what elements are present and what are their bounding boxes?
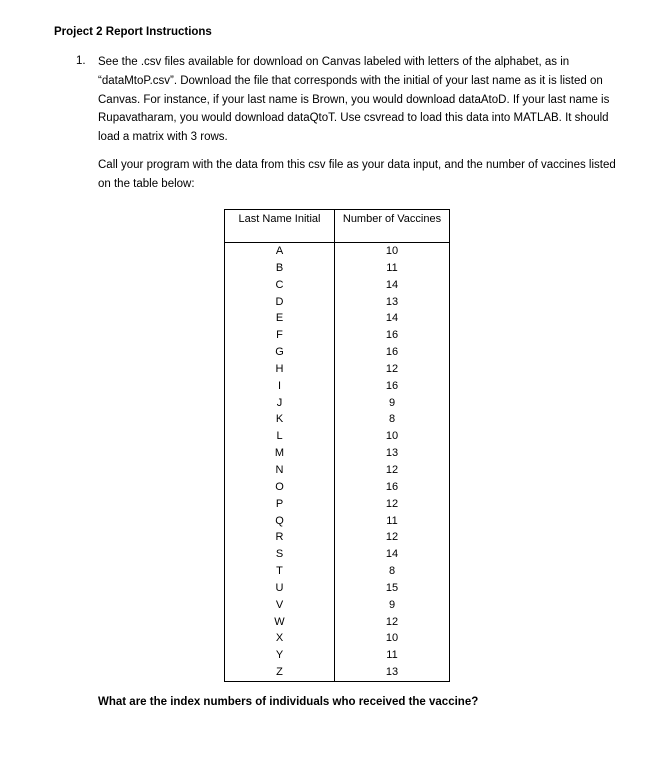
table-cell-vaccines: 9 xyxy=(388,598,396,611)
table-cell-vaccines: 16 xyxy=(385,346,399,359)
table-cell-vaccines: 10 xyxy=(385,632,399,645)
table-cell-vaccines: 12 xyxy=(385,362,399,375)
table-cell-initial: C xyxy=(275,278,284,291)
table-body-row xyxy=(225,243,450,682)
table-cell-vaccines: 8 xyxy=(388,565,396,578)
question-text: What are the index numbers of individuals who received the vaccine? xyxy=(98,696,479,708)
table-cell-initial: E xyxy=(275,312,284,325)
table-cell-initial: J xyxy=(276,396,283,409)
table-cell-vaccines: 12 xyxy=(385,463,399,476)
table-cell-vaccines: 14 xyxy=(385,312,399,325)
page-title: Project 2 Report Instructions xyxy=(54,26,212,38)
table-cell-vaccines: 16 xyxy=(385,480,399,493)
table-cell-initial: P xyxy=(275,497,284,510)
table-cell-initial: W xyxy=(274,615,285,628)
call-program-paragraph: Call your program with the data from this csv file as your data input, and the number of vaccines listed on the table below: xyxy=(98,159,616,190)
header-number-of-vaccines: Number of Vaccines xyxy=(335,210,450,243)
table-cell-initial: I xyxy=(277,379,282,392)
table-cell-vaccines: 14 xyxy=(385,548,399,561)
table-cell-initial: Z xyxy=(276,666,283,679)
table-cell-vaccines: 15 xyxy=(385,581,399,594)
table-cell-vaccines: 10 xyxy=(385,430,399,443)
list-item-number: 1. xyxy=(76,55,86,67)
table-cell-vaccines: 16 xyxy=(385,379,399,392)
table-cell-vaccines: 13 xyxy=(385,295,399,308)
table-cell-vaccines: 8 xyxy=(388,413,396,426)
table-cell-vaccines: 10 xyxy=(385,245,399,257)
table-cell-initial: D xyxy=(275,295,284,308)
table-cell-vaccines: 12 xyxy=(385,531,399,544)
table-cell-vaccines: 13 xyxy=(385,447,399,460)
table-cell-initial: Q xyxy=(275,514,284,527)
table-cell-vaccines: 11 xyxy=(386,649,398,662)
table-cell-initial: F xyxy=(276,329,283,342)
header-last-name-initial: Last Name Initial xyxy=(225,210,335,243)
table-cell-initial: O xyxy=(275,480,284,493)
initials-column xyxy=(225,243,335,682)
table-cell-initial: L xyxy=(276,430,283,443)
table-cell-vaccines: 12 xyxy=(385,615,399,628)
table-cell-initial: R xyxy=(275,531,284,544)
table-cell-initial: T xyxy=(276,565,283,578)
table-cell-initial: V xyxy=(275,598,284,611)
table-cell-initial: B xyxy=(275,261,284,274)
table-cell-initial: X xyxy=(275,632,284,645)
table-cell-vaccines: 9 xyxy=(388,396,396,409)
table-cell-initial: U xyxy=(275,581,284,594)
table-cell-initial: K xyxy=(275,413,284,426)
table-cell-vaccines: 13 xyxy=(385,666,399,679)
table-cell-vaccines: 11 xyxy=(386,514,398,527)
table-cell-vaccines: 14 xyxy=(385,278,399,291)
table-cell-vaccines: 11 xyxy=(386,261,398,274)
vaccine-table xyxy=(224,209,450,682)
vaccines-column xyxy=(335,243,450,682)
table-cell-initial: N xyxy=(275,463,284,476)
instruction-paragraph: See the .csv files available for download on Canvas labeled with letters of the alphabet, as in “dataMtoP.csv”. Download the file that corresponds with the initial of your last name as it is listed on Canvas. For instance, if your last name is Brown, you would download dataAtoD. If your last name is Rupavatharam, you would download dataQtoT. Use csvread to load this data into MATLAB. It should load a matrix with 3 rows. xyxy=(98,56,610,144)
table-cell-initial: A xyxy=(275,245,284,257)
table-cell-initial: S xyxy=(275,548,284,561)
table-cell-initial: M xyxy=(274,447,285,460)
table-cell-vaccines: 16 xyxy=(385,329,399,342)
table-header-row xyxy=(225,210,450,243)
table-cell-initial: H xyxy=(275,362,284,375)
table-cell-initial: Y xyxy=(275,649,284,662)
table-cell-vaccines: 12 xyxy=(385,497,399,510)
table-cell-initial: G xyxy=(275,346,284,359)
